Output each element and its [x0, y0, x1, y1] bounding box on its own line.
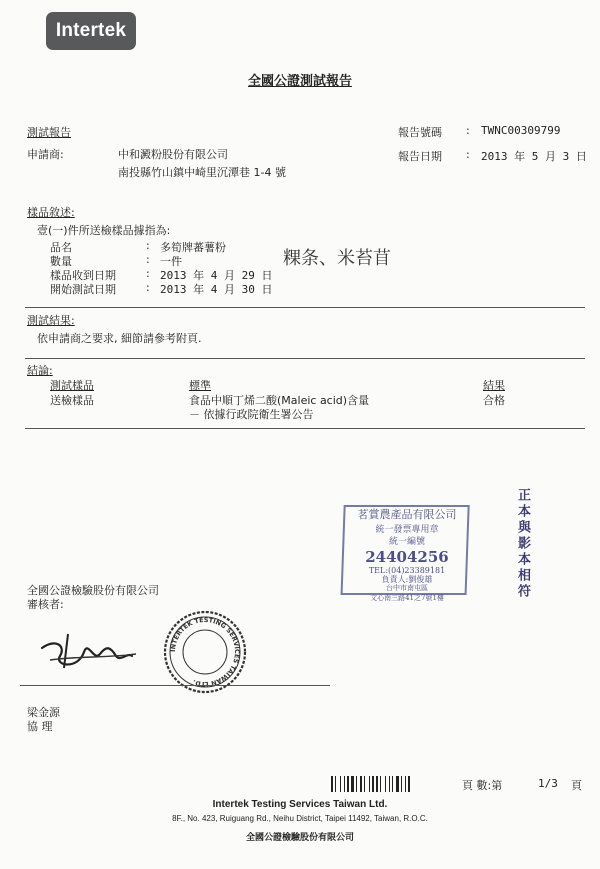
stamp-owner: 負責人:劉俊雄 — [381, 575, 433, 584]
footer-address: 8F., No. 423, Ruiguang Rd., Neihu District, Taipei 11492, Taiwan, R.O.C. — [172, 814, 428, 823]
colon: : — [466, 124, 470, 137]
seal-text: INTERTEK TESTING SERVICES TAIWAN LTD. — [168, 615, 242, 689]
stamp-number: 24404256 — [365, 548, 449, 566]
divider — [25, 307, 585, 308]
colon: : — [146, 253, 150, 266]
page-number: 1/3 — [538, 777, 558, 790]
stamp-line-1: 統一發票專用章 — [375, 525, 439, 535]
conclusion-result: 合格 — [483, 394, 505, 407]
barcode-bar — [392, 776, 393, 792]
page-title: 全國公證測試報告 — [247, 74, 352, 89]
stamp-city: 台中市南屯區 — [386, 584, 428, 592]
svg-text:INTERTEK TESTING SERVICES TAIW — [169, 616, 241, 688]
barcode-bar — [396, 776, 399, 792]
report-type-label: 測試報告 — [27, 126, 71, 139]
sample-value: 一件 — [160, 255, 182, 268]
sample-intro: 壹(一)件所送檢樣品據指為: — [37, 224, 171, 237]
barcode — [331, 776, 453, 792]
barcode-bar — [360, 776, 362, 792]
stamp-address: 文心南三路41之7號1樓 — [370, 594, 444, 602]
sample-value: 2013 年 4 月 30 日 — [160, 283, 273, 296]
company-stamp — [337, 496, 477, 604]
colon: : — [146, 239, 150, 252]
sample-label: 數量 — [50, 255, 72, 268]
barcode-bar — [408, 776, 410, 792]
barcode-bar — [351, 776, 354, 792]
colon: : — [146, 267, 150, 280]
barcode-bar — [376, 776, 378, 792]
sample-value: 多筍牌蕃薯粉 — [160, 241, 226, 254]
barcode-bar — [372, 776, 374, 792]
barcode-bar — [389, 776, 390, 792]
barcode-bar — [344, 776, 345, 792]
reviewer-label: 審核者: — [27, 598, 64, 611]
barcode-bar — [385, 776, 386, 792]
results-text: 依申請商之要求, 細節請參考附頁. — [37, 332, 202, 345]
column-header-standard: 標準 — [189, 379, 211, 392]
report-number-label: 報告號碼 — [398, 126, 442, 139]
handwritten-note: 粿条、米苔苜 — [283, 248, 391, 269]
conclusion-standard-note: － 依據行政院衛生署公告 — [189, 408, 314, 421]
divider — [25, 358, 585, 359]
colon: : — [146, 281, 150, 294]
barcode-bar — [380, 776, 381, 792]
report-date-value: 2013 年 5 月 3 日 — [481, 150, 587, 163]
applicant-label: 申請商: — [27, 148, 64, 161]
sample-label: 開始測試日期 — [50, 283, 116, 296]
signoff-company: 全國公證檢驗股份有限公司 — [27, 584, 159, 597]
sample-value: 2013 年 4 月 29 日 — [160, 269, 273, 282]
footer-company-zh: 全國公證檢驗股份有限公司 — [245, 833, 354, 843]
colon: : — [466, 148, 470, 161]
signature-line — [20, 685, 330, 686]
conclusion-standard: 食品中順丁烯二酸(Maleic acid)含量 — [189, 394, 370, 407]
report-date-label: 報告日期 — [398, 150, 442, 163]
column-header-sample: 測試樣品 — [50, 379, 94, 392]
intertek-logo — [46, 12, 136, 50]
conclusion-heading: 結論: — [27, 364, 53, 377]
stamp-line-2: 統一編號 — [388, 537, 426, 547]
barcode-bar — [335, 776, 336, 792]
barcode-bar — [401, 776, 402, 792]
barcode-bar — [331, 776, 333, 792]
logo-text: Intertek — [55, 20, 127, 41]
applicant-name: 中和澱粉股份有限公司 — [118, 148, 228, 161]
barcode-bar — [364, 776, 365, 792]
barcode-bar — [369, 776, 370, 792]
report-number-value: TWNC00309799 — [481, 124, 561, 137]
signature-image — [38, 626, 148, 676]
sample-heading: 樣品敘述: — [27, 206, 75, 219]
barcode-bar — [405, 776, 406, 792]
column-header-result: 結果 — [483, 379, 505, 392]
company-seal — [163, 610, 247, 694]
certified-copy-note: 正本與影本相符 — [515, 488, 530, 600]
sample-label: 品名 — [50, 241, 72, 254]
results-heading: 測試結果: — [27, 314, 75, 327]
stamp-company-name: 茗賞農產品有限公司 — [357, 508, 457, 521]
page-label: 頁 數:第 — [462, 779, 503, 792]
footer-company: Intertek Testing Services Taiwan Ltd. — [212, 799, 388, 810]
applicant-address: 南投縣竹山鎮中崎里沉潭巷 1-4 號 — [118, 166, 286, 179]
stamp-tel: TEL:(04)23389181 — [368, 566, 446, 575]
page-suffix: 頁 — [571, 779, 582, 792]
signer-title: 協 理 — [27, 720, 53, 733]
barcode-bar — [340, 776, 341, 792]
divider — [25, 428, 585, 429]
barcode-bar — [347, 776, 349, 792]
sample-label: 樣品收到日期 — [50, 269, 116, 282]
barcode-bar — [356, 776, 357, 792]
signer-name: 梁金源 — [27, 706, 60, 719]
conclusion-sample: 送檢樣品 — [50, 394, 94, 407]
